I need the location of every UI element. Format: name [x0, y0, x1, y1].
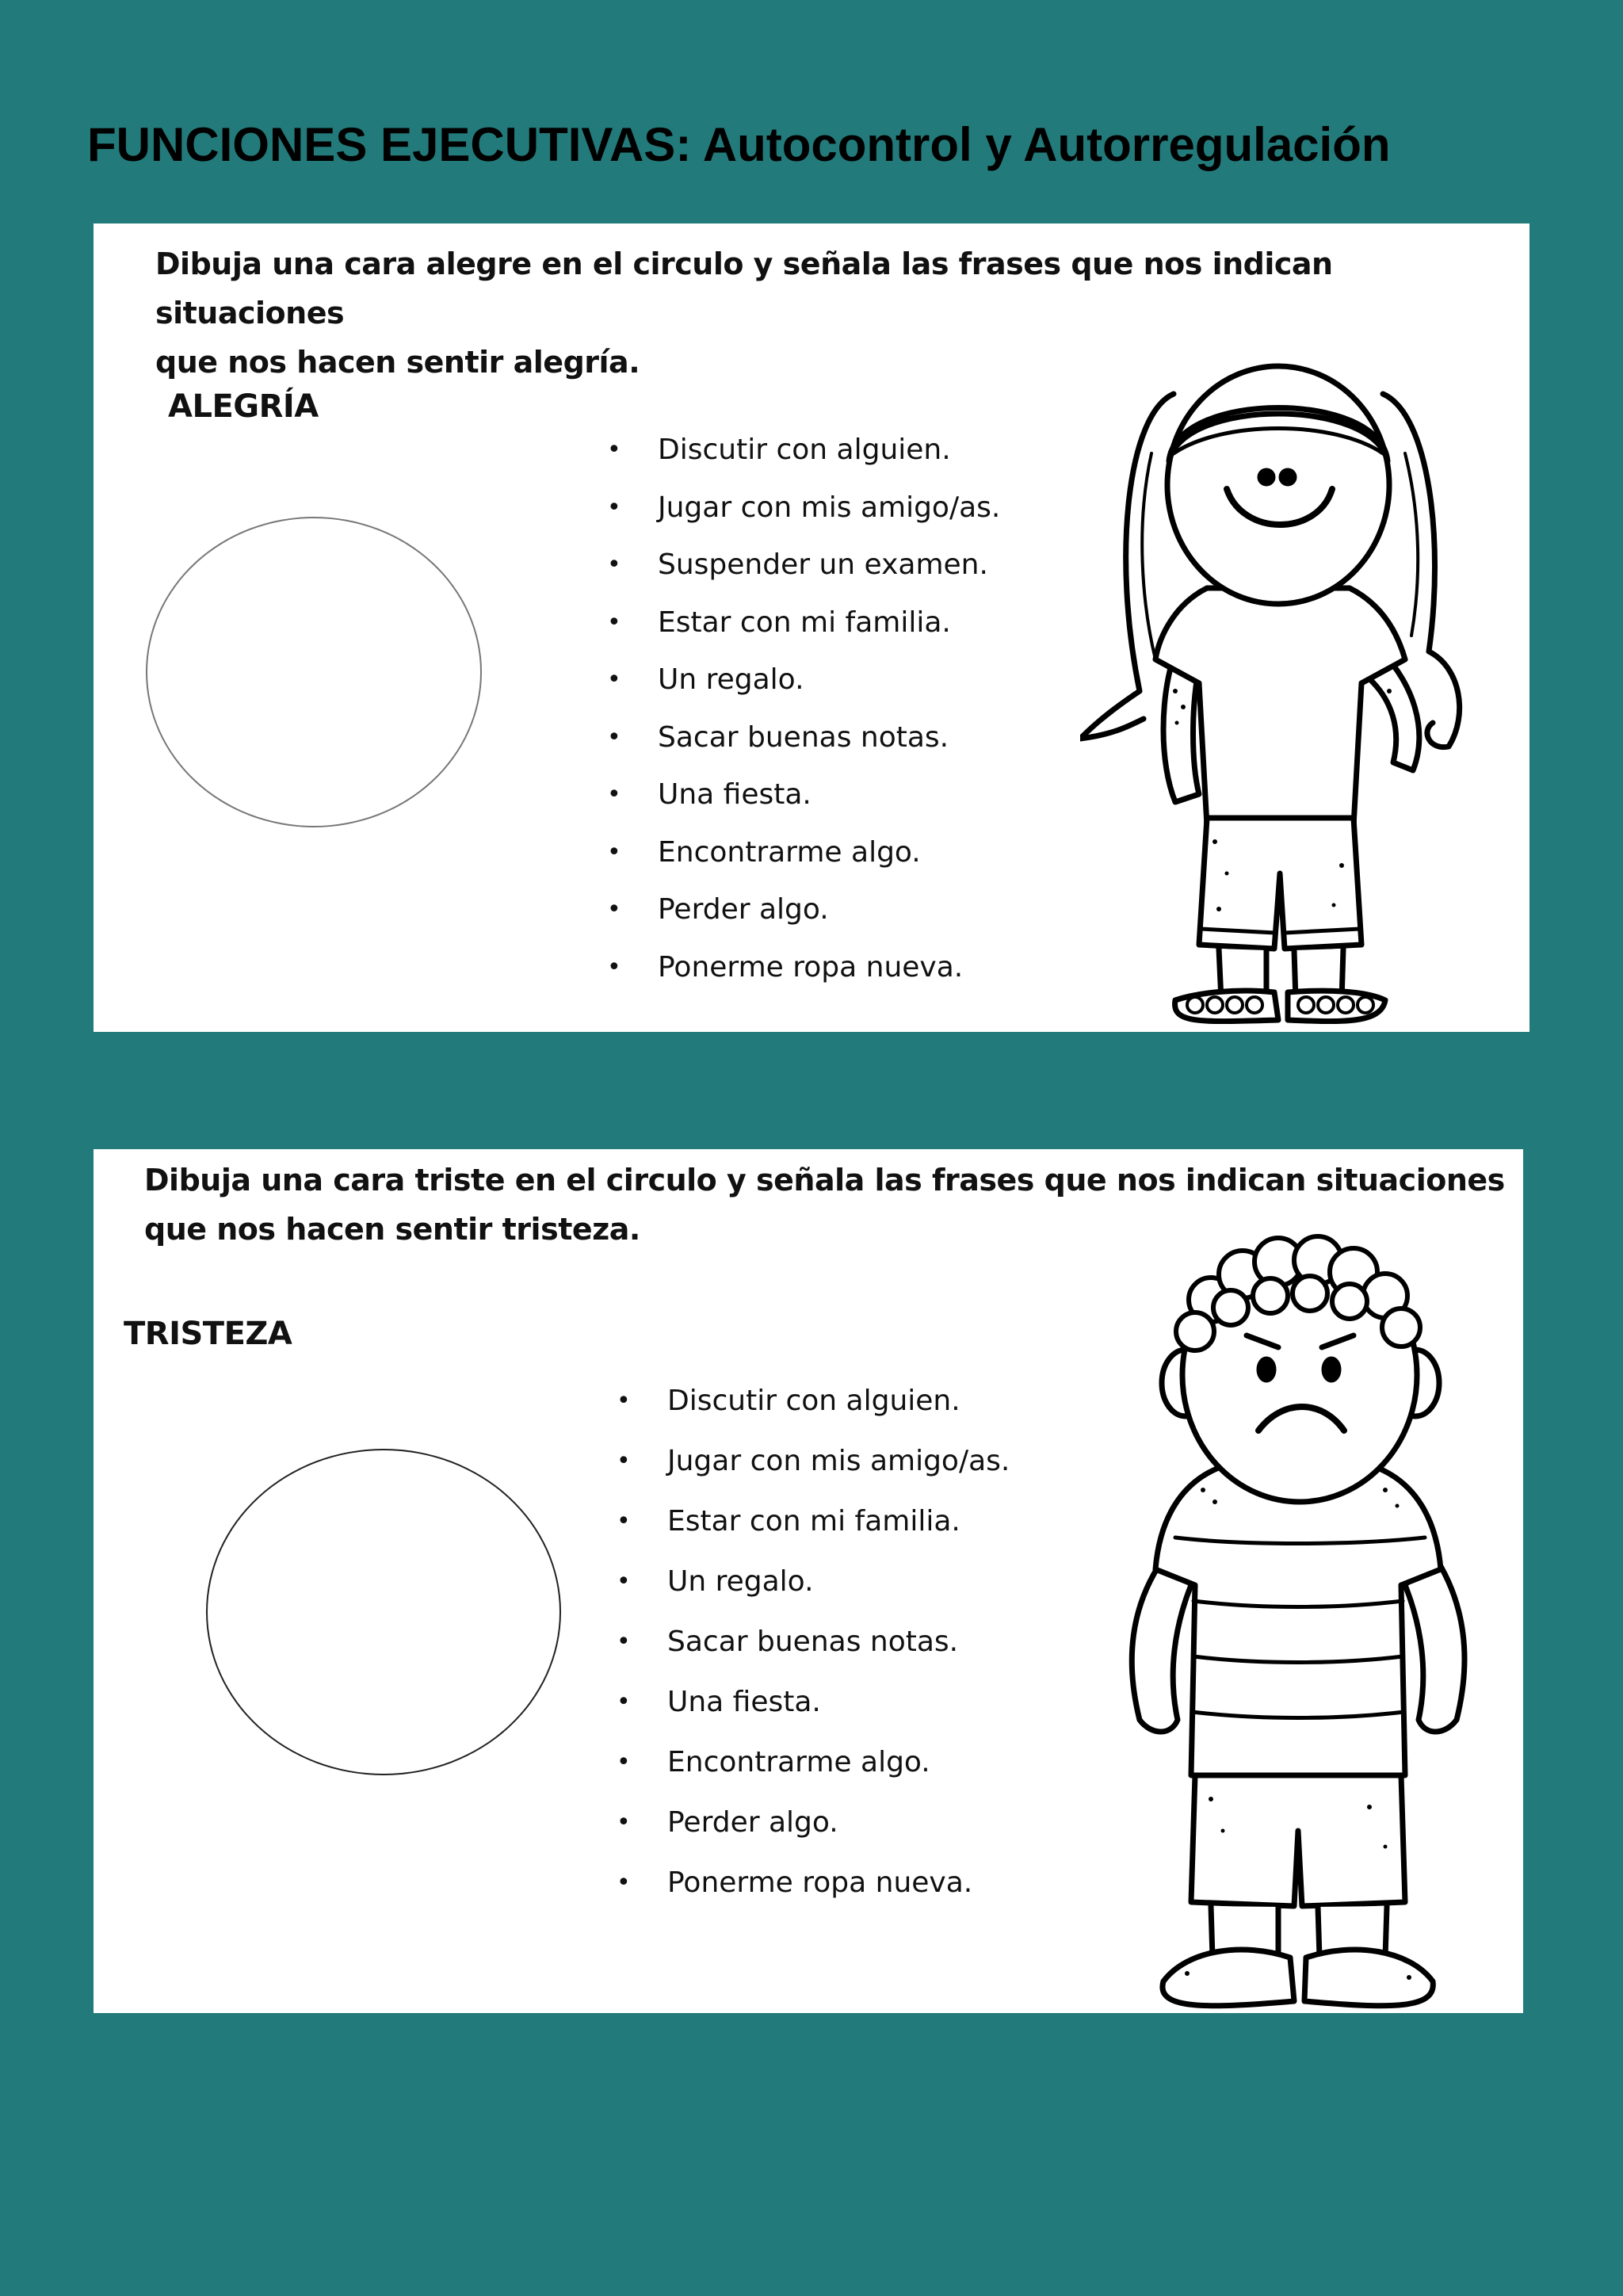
bullet-icon: • [607, 666, 621, 693]
phrase-item[interactable]: • Ponerme ropa nueva. [607, 944, 1000, 1002]
phrase-item[interactable]: • Sacar buenas notas. [607, 714, 1000, 772]
phrase-item[interactable]: • Un regalo. [617, 1558, 1010, 1618]
phrase-item[interactable]: • Encontrarme algo. [617, 1739, 1010, 1799]
phrase-item[interactable]: • Una fiesta. [607, 771, 1000, 829]
instruction-line-1: Dibuja una cara triste en el circulo y señala las frases que nos indican situaciones [144, 1163, 1505, 1198]
bullet-icon: • [607, 436, 621, 464]
phrase-list-sadness [617, 1377, 1010, 1920]
phrase-item[interactable]: • Sacar buenas notas. [617, 1618, 1010, 1679]
phrase-item[interactable]: • Perder algo. [617, 1799, 1010, 1859]
bullet-icon: • [617, 1507, 631, 1535]
bullet-icon: • [607, 838, 621, 866]
bullet-icon: • [617, 1447, 631, 1475]
bullet-icon: • [607, 608, 621, 636]
bullet-icon: • [607, 781, 621, 808]
bullet-icon: • [617, 1748, 631, 1776]
phrase-item[interactable]: • Estar con mi familia. [617, 1498, 1010, 1558]
instruction-line-2: que nos hacen sentir alegría. [155, 345, 640, 380]
instruction-line-1: Dibuja una cara alegre en el circulo y señala las frases que nos indican situaciones [155, 246, 1333, 330]
phrase-item[interactable]: • Suspender un examen. [607, 541, 1000, 599]
drawing-circle-sadness[interactable] [206, 1449, 561, 1775]
emotion-label-sadness: TRISTEZA [124, 1316, 292, 1352]
instruction-line-2: que nos hacen sentir tristeza. [144, 1212, 640, 1247]
emotion-label-joy: ALEGRÍA [168, 388, 319, 425]
worksheet-card-joy [94, 223, 1529, 1032]
bullet-icon: • [617, 1387, 631, 1415]
phrase-item[interactable]: • Discutir con alguien. [617, 1377, 1010, 1438]
happy-girl-icon [1080, 319, 1476, 1024]
phrase-item[interactable]: • Jugar con mis amigo/as. [607, 484, 1000, 542]
phrase-item[interactable]: • Estar con mi familia. [607, 599, 1000, 657]
bullet-icon: • [607, 953, 621, 981]
bullet-icon: • [617, 1568, 631, 1595]
phrase-item[interactable]: • Un regalo. [607, 656, 1000, 714]
bullet-icon: • [607, 896, 621, 923]
sad-boy-icon [1084, 1228, 1512, 2013]
bullet-icon: • [617, 1628, 631, 1656]
phrase-item[interactable]: • Encontrarme algo. [607, 829, 1000, 887]
phrase-item[interactable]: • Discutir con alguien. [607, 426, 1000, 484]
bullet-icon: • [607, 493, 621, 521]
page-title: FUNCIONES EJECUTIVAS: Autocontrol y Autorregulación [87, 118, 1391, 171]
phrase-item[interactable]: • Jugar con mis amigo/as. [617, 1438, 1010, 1498]
bullet-icon: • [607, 551, 621, 579]
phrase-item[interactable]: • Una fiesta. [617, 1679, 1010, 1739]
phrase-item[interactable]: • Ponerme ropa nueva. [617, 1859, 1010, 1920]
worksheet-card-sadness [94, 1149, 1523, 2013]
bullet-icon: • [607, 723, 621, 751]
phrase-list-joy [607, 426, 1000, 1001]
phrase-item[interactable]: • Perder algo. [607, 886, 1000, 944]
drawing-circle-joy[interactable] [146, 517, 482, 827]
bullet-icon: • [617, 1809, 631, 1836]
bullet-icon: • [617, 1869, 631, 1897]
bullet-icon: • [617, 1688, 631, 1716]
